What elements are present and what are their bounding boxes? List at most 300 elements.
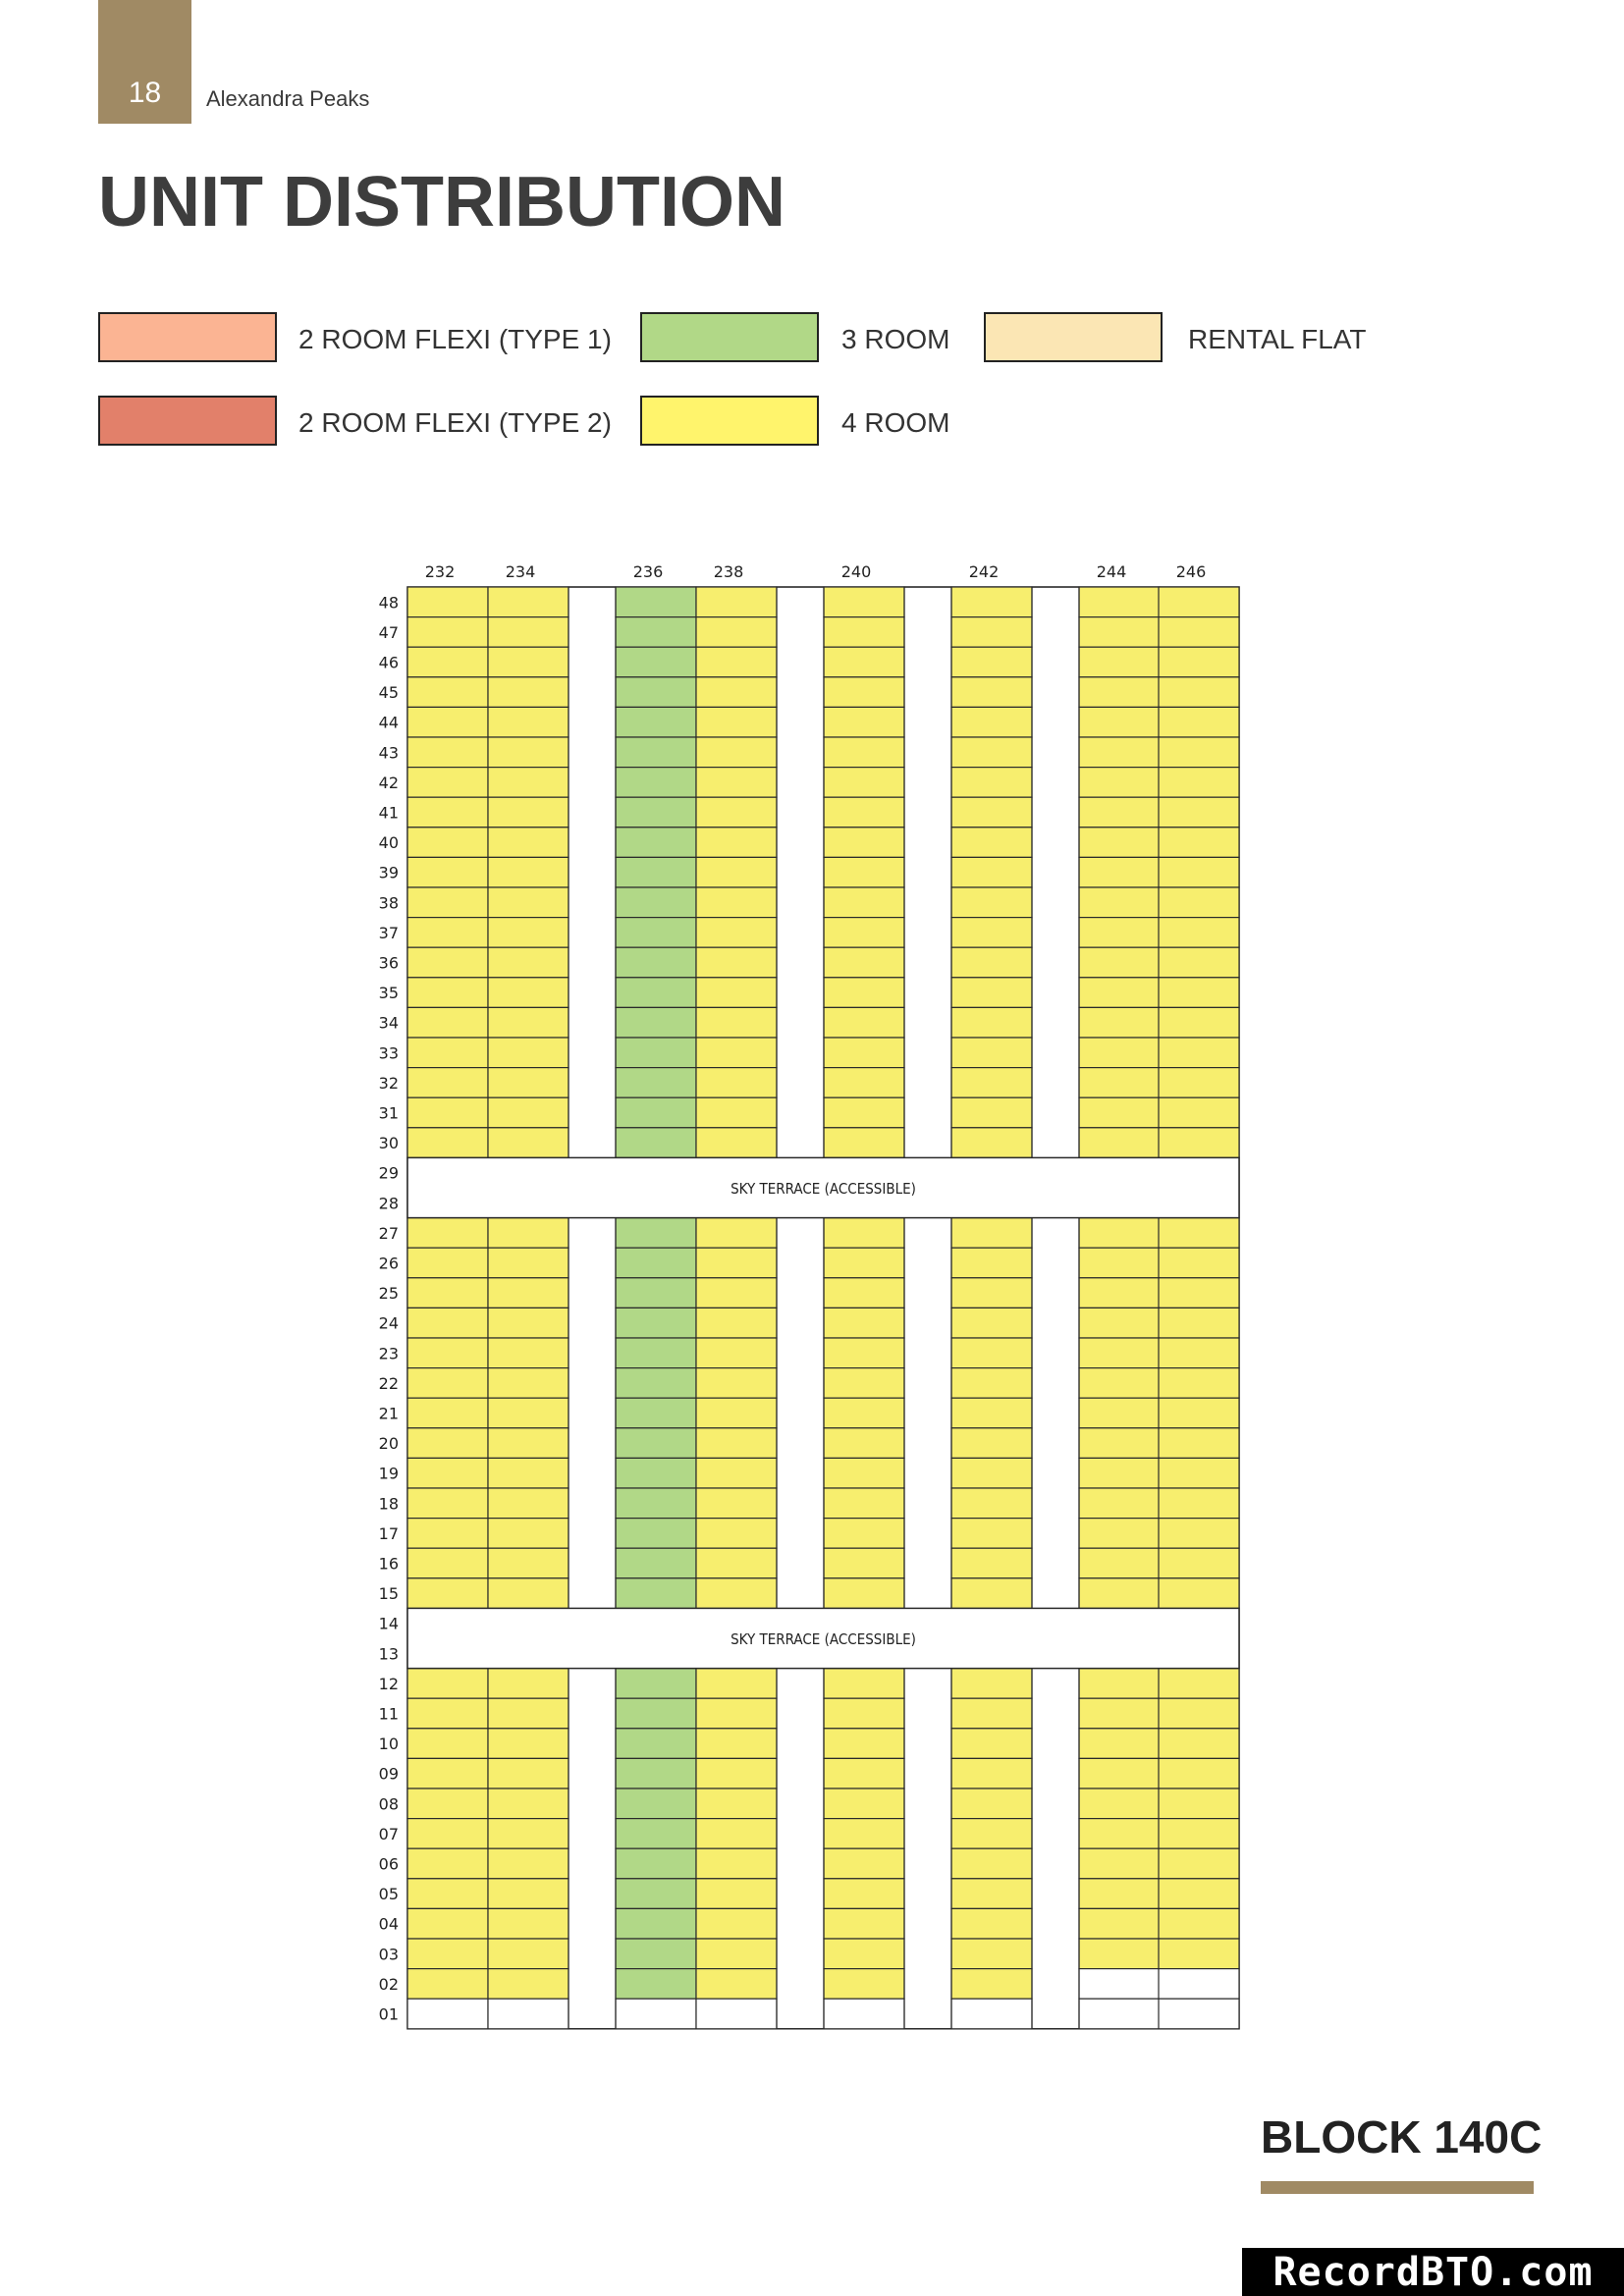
unit-cell [824, 1218, 904, 1249]
unit-cell [1079, 1128, 1160, 1158]
unit-cell [951, 1729, 1032, 1759]
unit-cell [951, 768, 1032, 798]
floor-label: 31 [378, 1103, 399, 1123]
unit-cell [1159, 1368, 1239, 1399]
unit-cell [951, 1819, 1032, 1849]
unit-cell [696, 1248, 777, 1278]
floor-label: 18 [378, 1494, 399, 1514]
unit-cell [616, 677, 696, 708]
unit-cell [951, 978, 1032, 1008]
unit-cell [1159, 1278, 1239, 1308]
floor-label: 22 [378, 1373, 399, 1393]
unit-cell [616, 1819, 696, 1849]
unit-cell [616, 1879, 696, 1909]
unit-cell [1159, 1908, 1239, 1939]
unit-cell [488, 1669, 568, 1699]
unit-cell [824, 1308, 904, 1338]
floor-label: 07 [378, 1824, 399, 1843]
unit-cell [1159, 1789, 1239, 1819]
unit-cell [616, 737, 696, 768]
unit-cell [1159, 857, 1239, 887]
unit-cell [616, 1338, 696, 1368]
unit-cell [616, 1248, 696, 1278]
unit-cell [1079, 797, 1160, 828]
unit-cell [488, 1969, 568, 2000]
unit-cell [1079, 1939, 1160, 1969]
unit-cell [616, 1548, 696, 1578]
unit-cell [824, 1458, 904, 1488]
unit-cell [616, 1669, 696, 1699]
unit-cell [407, 1218, 488, 1249]
unit-cell [407, 1128, 488, 1158]
unit-cell [951, 737, 1032, 768]
unit-cell [696, 1218, 777, 1249]
floor-label: 35 [378, 984, 399, 1003]
floor-label: 34 [378, 1013, 399, 1033]
unit-cell [824, 1758, 904, 1789]
unit-cell [488, 737, 568, 768]
unit-cell [696, 768, 777, 798]
unit-cell [696, 978, 777, 1008]
unit-cell [407, 1519, 488, 1549]
unit-cell [1079, 587, 1160, 617]
unit-cell [824, 587, 904, 617]
unit-cell [616, 587, 696, 617]
unit-cell [616, 1758, 696, 1789]
void-cell [824, 1999, 904, 2029]
unit-cell [696, 707, 777, 737]
unit-cell [951, 1519, 1032, 1549]
unit-cell [407, 1038, 488, 1068]
unit-cell [696, 1819, 777, 1849]
unit-cell [1079, 1729, 1160, 1759]
unit-cell [488, 707, 568, 737]
void-cell [407, 1999, 488, 2029]
unit-cell [616, 707, 696, 737]
unit-cell [407, 1068, 488, 1098]
unit-cell [1159, 768, 1239, 798]
unit-cell [1159, 1248, 1239, 1278]
project-name: Alexandra Peaks [206, 86, 370, 111]
unit-cell [696, 1578, 777, 1609]
unit-cell [824, 1578, 904, 1609]
unit-cell [824, 1338, 904, 1368]
unit-cell [616, 1729, 696, 1759]
unit-cell [824, 828, 904, 858]
unit-cell [1079, 1908, 1160, 1939]
unit-cell [407, 1488, 488, 1519]
unit-cell [824, 1068, 904, 1098]
unit-cell [824, 1368, 904, 1399]
void-cell [1079, 1999, 1160, 2029]
unit-cell [407, 647, 488, 677]
unit-cell [407, 1368, 488, 1399]
unit-cell [407, 918, 488, 948]
unit-cell [488, 1097, 568, 1128]
unit-cell [1079, 1428, 1160, 1459]
unit-cell [1159, 1218, 1239, 1249]
unit-cell [951, 1218, 1032, 1249]
unit-cell [1159, 1698, 1239, 1729]
unit-column-label: 232 [424, 562, 456, 581]
unit-cell [407, 1548, 488, 1578]
unit-cell [1079, 1097, 1160, 1128]
unit-cell [616, 768, 696, 798]
unit-cell [951, 1248, 1032, 1278]
unit-cell [488, 1488, 568, 1519]
unit-cell [488, 617, 568, 648]
unit-cell [488, 828, 568, 858]
unit-cell [407, 1789, 488, 1819]
void-cell [1079, 1969, 1160, 2000]
unit-cell [616, 1398, 696, 1428]
floor-label: 09 [378, 1764, 399, 1784]
unit-cell [696, 1338, 777, 1368]
unit-cell [616, 857, 696, 887]
unit-cell [1079, 857, 1160, 887]
unit-cell [696, 1908, 777, 1939]
unit-cell [407, 1969, 488, 2000]
void-cell [1159, 1969, 1239, 2000]
floor-label: 48 [378, 593, 399, 613]
unit-cell [407, 1398, 488, 1428]
unit-cell [824, 1908, 904, 1939]
legend-label-3room: 3 ROOM [841, 324, 950, 354]
unit-cell [824, 1007, 904, 1038]
unit-cell [1079, 1519, 1160, 1549]
unit-cell [824, 1789, 904, 1819]
unit-cell [696, 617, 777, 648]
unit-cell [1079, 828, 1160, 858]
unit-cell [407, 1848, 488, 1879]
floor-label: 36 [378, 953, 399, 973]
unit-cell [824, 887, 904, 918]
block-underline [1261, 2181, 1534, 2194]
unit-cell [616, 1848, 696, 1879]
unit-cell [1079, 617, 1160, 648]
unit-cell [1159, 587, 1239, 617]
unit-cell [1159, 707, 1239, 737]
unit-cell [951, 1578, 1032, 1609]
unit-cell [488, 1248, 568, 1278]
unit-cell [407, 857, 488, 887]
floor-label: 28 [378, 1194, 399, 1213]
unit-cell [951, 1368, 1032, 1399]
legend-label-2room-type2: 2 ROOM FLEXI (TYPE 2) [298, 407, 612, 438]
sky-terrace-label: SKY TERRACE (ACCESSIBLE) [731, 1630, 916, 1648]
unit-cell [488, 1729, 568, 1759]
unit-cell [407, 768, 488, 798]
floor-label: 08 [378, 1794, 399, 1814]
unit-cell [488, 1848, 568, 1879]
unit-cell [1079, 1578, 1160, 1609]
unit-cell [824, 1128, 904, 1158]
unit-cell [1159, 1729, 1239, 1759]
unit-cell [951, 1488, 1032, 1519]
unit-cell [824, 1729, 904, 1759]
unit-cell [1159, 1068, 1239, 1098]
unit-cell [951, 1308, 1032, 1338]
unit-cell [488, 647, 568, 677]
floor-label: 01 [378, 2004, 399, 2024]
unit-cell [951, 707, 1032, 737]
unit-cell [407, 1578, 488, 1609]
unit-cell [616, 1368, 696, 1399]
unit-cell [696, 1368, 777, 1399]
unit-cell [696, 828, 777, 858]
floor-label: 24 [378, 1313, 399, 1333]
unit-cell [824, 1428, 904, 1459]
unit-cell [824, 1097, 904, 1128]
unit-cell [1159, 887, 1239, 918]
unit-cell [696, 1428, 777, 1459]
unit-cell [488, 1128, 568, 1158]
unit-cell [696, 1848, 777, 1879]
unit-cell [951, 617, 1032, 648]
unit-cell [407, 617, 488, 648]
unit-cell [1159, 1007, 1239, 1038]
unit-cell [407, 1278, 488, 1308]
unit-cell [616, 617, 696, 648]
unit-cell [407, 1698, 488, 1729]
unit-cell [696, 677, 777, 708]
unit-cell [824, 918, 904, 948]
unit-cell [616, 1278, 696, 1308]
unit-cell [1159, 1848, 1239, 1879]
unit-cell [1079, 1248, 1160, 1278]
unit-cell [407, 1879, 488, 1909]
legend-label-2room-type1: 2 ROOM FLEXI (TYPE 1) [298, 324, 612, 354]
unit-cell [1159, 1097, 1239, 1128]
unit-cell [824, 1278, 904, 1308]
unit-cell [951, 1548, 1032, 1578]
unit-cell [824, 1879, 904, 1909]
unit-cell [407, 677, 488, 708]
unit-cell [616, 1969, 696, 2000]
unit-cell [1079, 768, 1160, 798]
unit-cell [488, 1879, 568, 1909]
unit-cell [824, 1248, 904, 1278]
floor-label: 20 [378, 1434, 399, 1454]
unit-column-label: 240 [840, 562, 872, 581]
unit-cell [1079, 1848, 1160, 1879]
unit-cell [696, 737, 777, 768]
unit-cell [824, 1939, 904, 1969]
unit-cell [407, 1939, 488, 1969]
unit-cell [951, 918, 1032, 948]
floor-label: 42 [378, 773, 399, 792]
unit-cell [951, 1068, 1032, 1098]
floor-label: 39 [378, 863, 399, 882]
unit-cell [951, 1398, 1032, 1428]
unit-column-label: 236 [632, 562, 664, 581]
unit-cell [488, 1038, 568, 1068]
unit-cell [1079, 887, 1160, 918]
unit-cell [488, 918, 568, 948]
unit-cell [1079, 1338, 1160, 1368]
unit-cell [1079, 1879, 1160, 1909]
sky-terrace-label: SKY TERRACE (ACCESSIBLE) [731, 1180, 916, 1198]
unit-cell [488, 1819, 568, 1849]
unit-cell [951, 887, 1032, 918]
unit-cell [616, 1789, 696, 1819]
unit-cell [1079, 1308, 1160, 1338]
floor-label: 46 [378, 653, 399, 672]
unit-cell [696, 1548, 777, 1578]
unit-cell [407, 1458, 488, 1488]
unit-cell [488, 768, 568, 798]
floor-label: 32 [378, 1073, 399, 1093]
unit-cell [1159, 1879, 1239, 1909]
unit-column-label: 246 [1175, 562, 1207, 581]
unit-cell [696, 1398, 777, 1428]
unit-cell [488, 1548, 568, 1578]
watermark: RecordBTO.com [1242, 2248, 1624, 2296]
unit-cell [1159, 617, 1239, 648]
unit-cell [824, 737, 904, 768]
unit-cell [824, 1848, 904, 1879]
unit-cell [616, 1007, 696, 1038]
unit-cell [951, 1698, 1032, 1729]
unit-cell [951, 1128, 1032, 1158]
unit-cell [488, 1908, 568, 1939]
page-number: 18 [128, 77, 162, 109]
unit-cell [824, 1548, 904, 1578]
unit-cell [616, 1698, 696, 1729]
unit-cell [616, 828, 696, 858]
unit-cell [616, 1128, 696, 1158]
unit-cell [696, 1007, 777, 1038]
unit-cell [1079, 1789, 1160, 1819]
unit-cell [951, 647, 1032, 677]
unit-cell [824, 1519, 904, 1549]
unit-cell [1159, 828, 1239, 858]
unit-cell [1079, 1488, 1160, 1519]
unit-cell [951, 1458, 1032, 1488]
unit-cell [824, 978, 904, 1008]
unit-cell [616, 1068, 696, 1098]
unit-cell [407, 1819, 488, 1849]
unit-cell [951, 1789, 1032, 1819]
unit-cell [616, 978, 696, 1008]
unit-cell [951, 947, 1032, 978]
unit-cell [951, 797, 1032, 828]
unit-cell [951, 1969, 1032, 2000]
unit-cell [488, 978, 568, 1008]
unit-cell [488, 1278, 568, 1308]
floor-label: 14 [378, 1614, 399, 1633]
unit-cell [1079, 947, 1160, 978]
unit-cell [407, 737, 488, 768]
unit-cell [488, 947, 568, 978]
unit-cell [616, 1308, 696, 1338]
unit-cell [1159, 1519, 1239, 1549]
unit-cell [696, 1068, 777, 1098]
void-cell [616, 1999, 696, 2029]
unit-cell [616, 1458, 696, 1488]
unit-cell [1079, 677, 1160, 708]
unit-cell [951, 1758, 1032, 1789]
unit-cell [824, 1038, 904, 1068]
unit-cell [407, 1007, 488, 1038]
unit-cell [1159, 1488, 1239, 1519]
unit-cell [1079, 1038, 1160, 1068]
floor-label: 12 [378, 1674, 399, 1693]
unit-cell [696, 1308, 777, 1338]
floor-label: 04 [378, 1914, 399, 1934]
unit-cell [1159, 1308, 1239, 1338]
unit-cell [696, 647, 777, 677]
unit-cell [488, 1007, 568, 1038]
floor-label: 25 [378, 1284, 399, 1304]
unit-cell [696, 1729, 777, 1759]
unit-cell [951, 1007, 1032, 1038]
unit-cell [696, 1128, 777, 1158]
floor-label: 02 [378, 1974, 399, 1994]
unit-cell [1079, 1758, 1160, 1789]
unit-cell [1159, 978, 1239, 1008]
unit-cell [616, 947, 696, 978]
unit-cell [488, 1398, 568, 1428]
unit-cell [1079, 918, 1160, 948]
void-cell [488, 1999, 568, 2029]
unit-cell [488, 677, 568, 708]
unit-cell [407, 978, 488, 1008]
unit-cell [1079, 1368, 1160, 1399]
unit-cell [488, 1218, 568, 1249]
floor-label: 05 [378, 1885, 399, 1904]
unit-cell [951, 828, 1032, 858]
unit-cell [488, 1758, 568, 1789]
floor-label: 37 [378, 923, 399, 942]
unit-cell [1159, 1939, 1239, 1969]
unit-cell [1079, 978, 1160, 1008]
unit-cell [696, 587, 777, 617]
unit-cell [951, 1097, 1032, 1128]
unit-cell [1159, 918, 1239, 948]
unit-cell [1159, 1669, 1239, 1699]
unit-cell [488, 1789, 568, 1819]
void-cell [696, 1999, 777, 2029]
unit-cell [951, 1278, 1032, 1308]
floor-label: 17 [378, 1523, 399, 1543]
unit-cell [488, 1578, 568, 1609]
unit-cell [616, 1908, 696, 1939]
unit-cell [824, 647, 904, 677]
unit-cell [407, 1308, 488, 1338]
unit-cell [407, 707, 488, 737]
floor-label: 41 [378, 803, 399, 823]
unit-cell [1079, 1278, 1160, 1308]
floor-label: 11 [378, 1704, 399, 1724]
unit-cell [488, 857, 568, 887]
unit-cell [824, 1698, 904, 1729]
floor-label: 30 [378, 1134, 399, 1153]
unit-column-label: 242 [968, 562, 1000, 581]
unit-cell [1159, 1128, 1239, 1158]
unit-cell [824, 1669, 904, 1699]
unit-cell [407, 1908, 488, 1939]
unit-cell [407, 587, 488, 617]
unit-cell [1159, 647, 1239, 677]
unit-cell [951, 1908, 1032, 1939]
unit-cell [1159, 677, 1239, 708]
unit-cell [1159, 1758, 1239, 1789]
unit-cell [407, 887, 488, 918]
floor-label: 27 [378, 1223, 399, 1243]
floor-label: 19 [378, 1464, 399, 1483]
unit-cell [1079, 707, 1160, 737]
